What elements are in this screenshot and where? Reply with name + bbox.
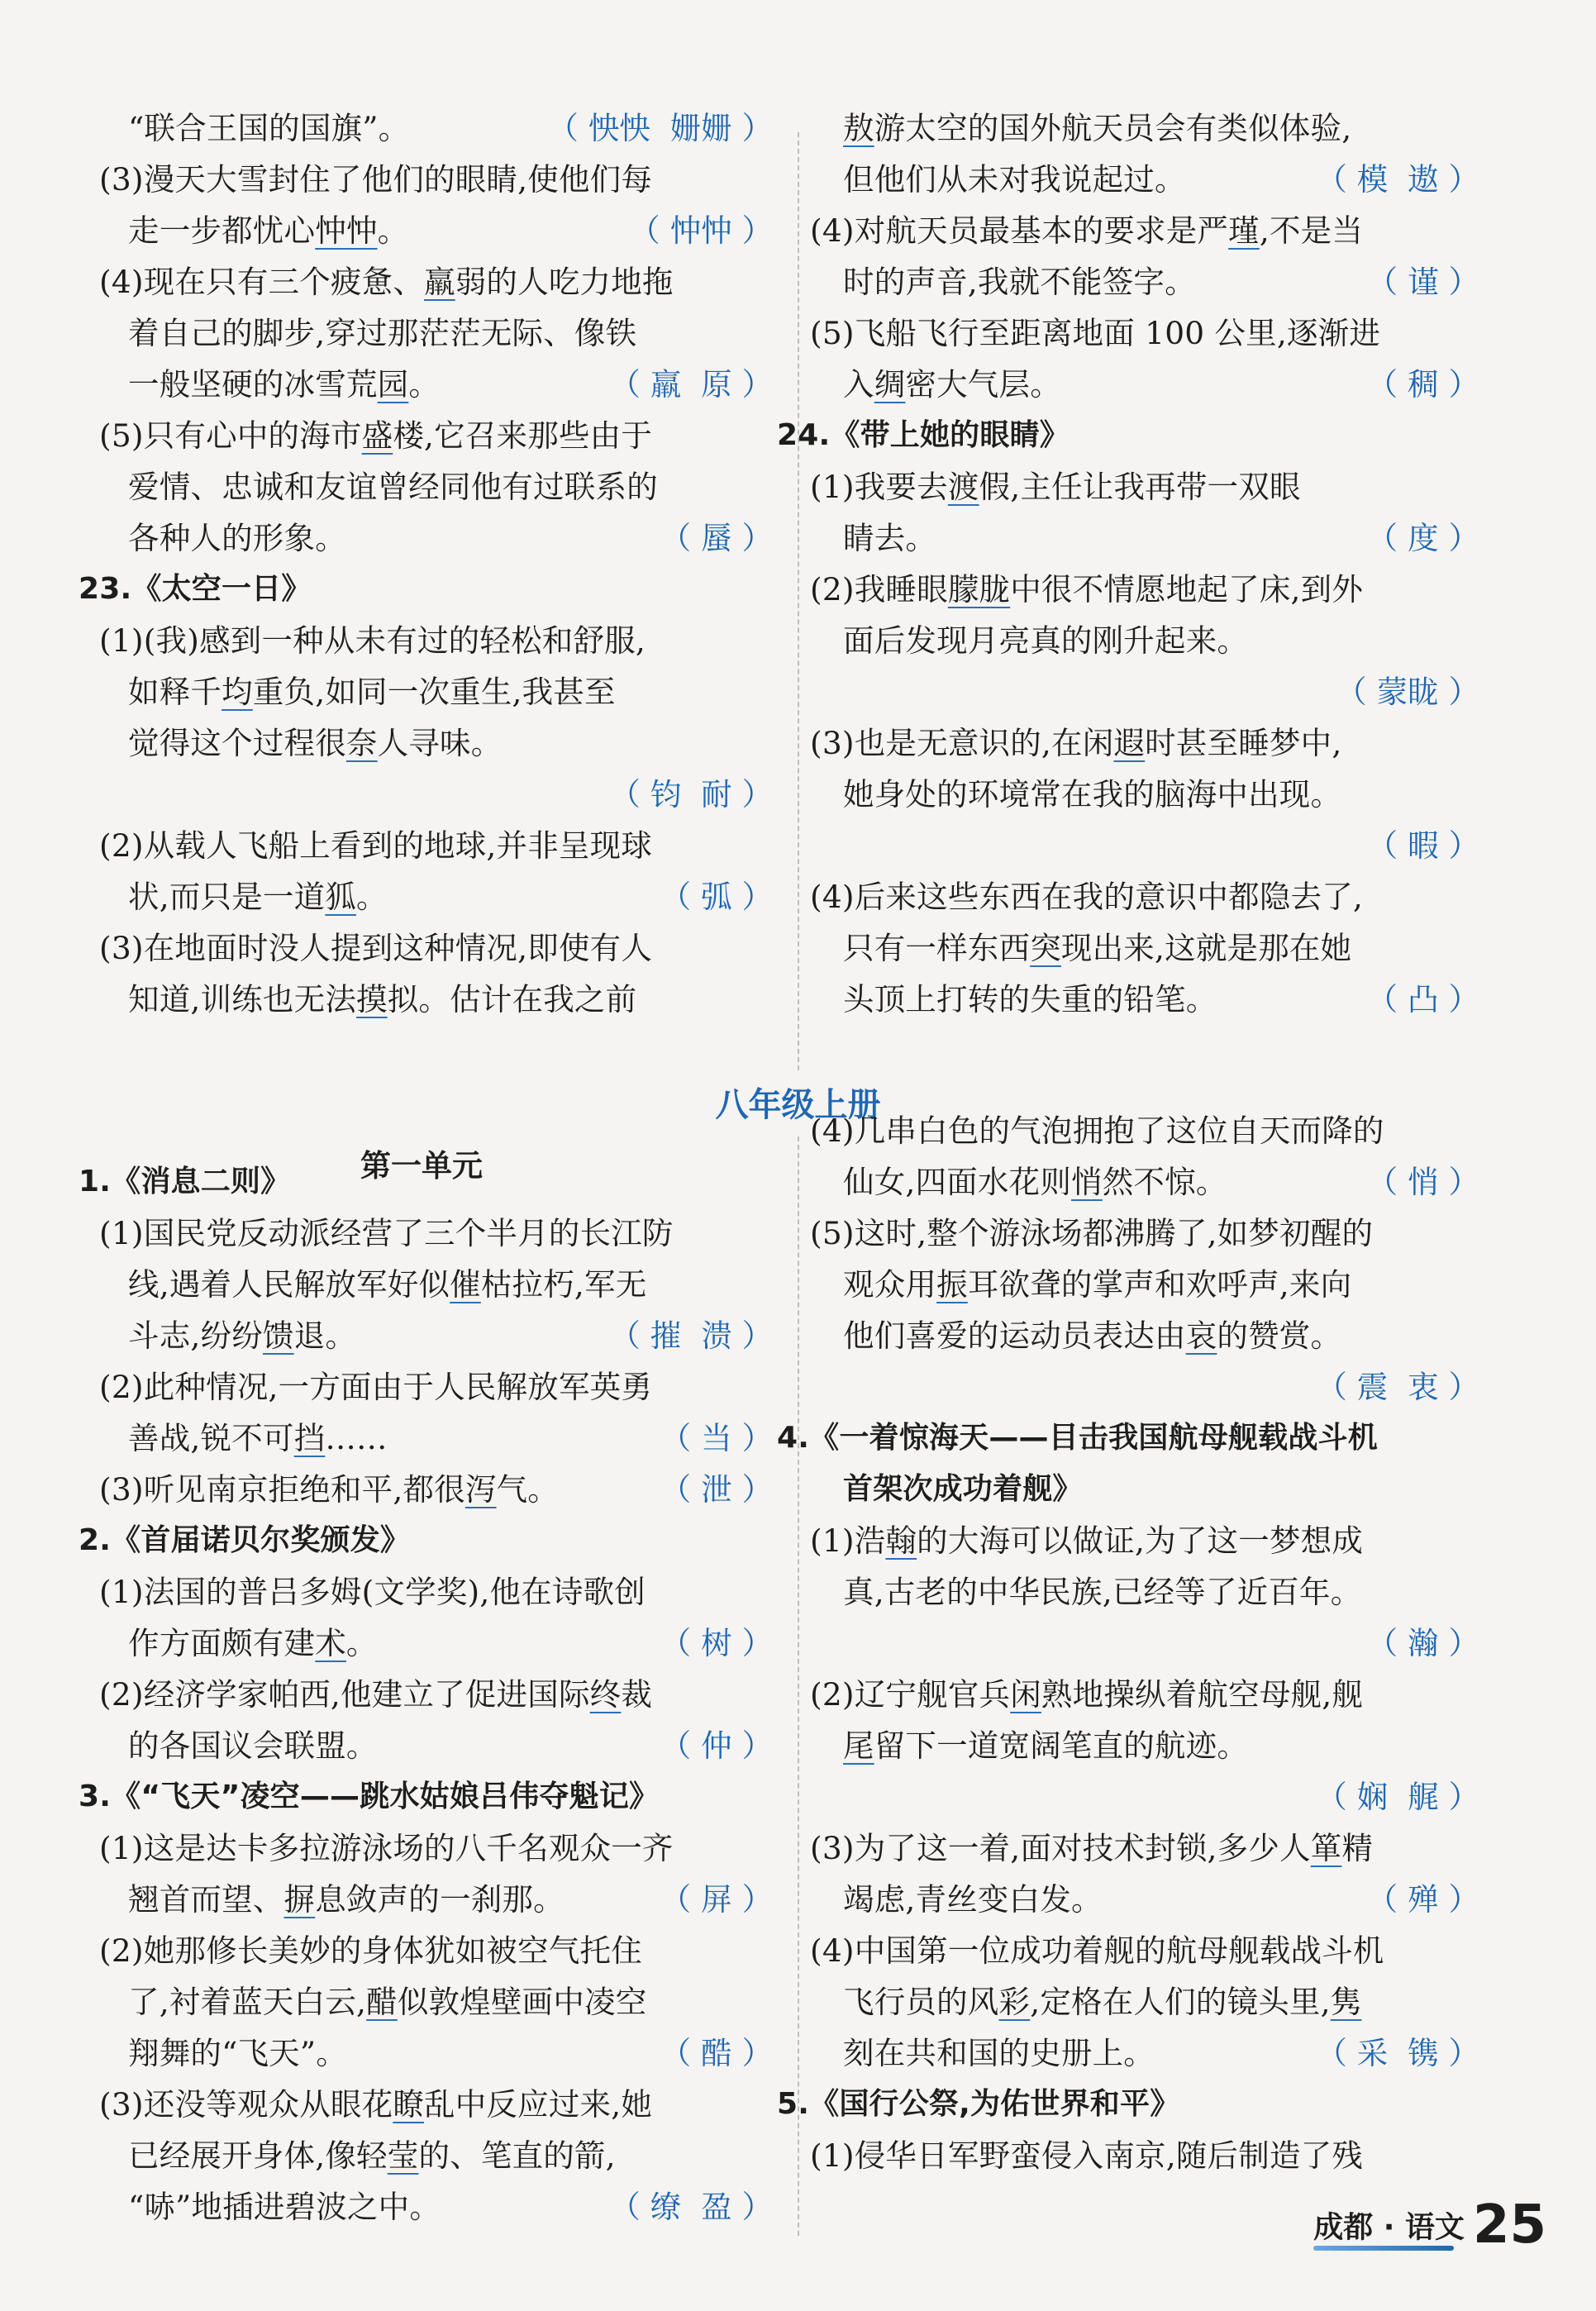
text-line: (4)中国第一位成功着舰的航母舰载战斗机	[810, 1932, 1384, 1969]
text-line: 已经展开身体,像轻莹的、笔直的箭,	[128, 2137, 616, 2174]
text-line: 刻在共和国的史册上。	[843, 2035, 1155, 2071]
text-line: 面后发现月亮真的刚升起来。	[843, 622, 1249, 659]
section-heading: 2.《首届诺贝尔奖颁发》	[79, 1523, 411, 1557]
text-line: (2)此种情况,一方面由于人民解放军英勇	[99, 1369, 653, 1405]
text-line: 头顶上打转的失重的铅笔。	[843, 981, 1217, 1017]
answer-parenthesis: （ 当 ）	[660, 1420, 773, 1456]
text-line: (1)我要去渡假,主任让我再带一双眼	[810, 469, 1301, 505]
answer-parenthesis: （ 树 ）	[660, 1625, 773, 1661]
text-line: 仙女,四面水花则悄然不惊。	[843, 1164, 1227, 1200]
answer-parenthesis: （ 殚 ）	[1366, 1881, 1479, 1918]
text-line: (4)几串白色的气泡拥抱了这位自天而降的	[810, 1113, 1384, 1149]
answer-parenthesis: （ 仲 ）	[660, 1727, 773, 1764]
column-divider-bottom	[798, 1136, 799, 2236]
text-line: 尾留下一道宽阔笔直的航迹。	[843, 1727, 1249, 1764]
answer-parenthesis: （ 度 ）	[1366, 520, 1479, 556]
text-line: 着自己的脚步,穿过那茫茫无际、像铁	[128, 315, 637, 351]
grade-title: 八年级上册	[715, 1086, 881, 1124]
answer-parenthesis: （ 悄 ）	[1366, 1164, 1479, 1200]
text-line: 他们喜爱的运动员表达由哀的赞赏。	[843, 1318, 1342, 1354]
text-line: (5)飞船飞行至距离地面 100 公里,逐渐进	[810, 315, 1381, 351]
answer-parenthesis: （ 弧 ）	[660, 879, 773, 915]
footer-accent-bar	[1313, 2246, 1454, 2251]
section-heading: 5.《国行公祭,为佑世界和平》	[777, 2087, 1180, 2121]
text-line: 爱情、忠诚和友谊曾经同他有过联系的	[128, 469, 658, 505]
answer-parenthesis: （ 忡忡 ）	[629, 212, 773, 249]
text-line: (3)还没等观众从眼花瞭乱中反应过来,她	[99, 2086, 653, 2123]
text-line: 真,古老的中华民族,已经等了近百年。	[843, 1574, 1362, 1610]
text-line: (1)浩翰的大海可以做证,为了这一梦想成	[810, 1522, 1364, 1559]
answer-parenthesis: （ 蜃 ）	[660, 520, 773, 556]
text-line: (5)只有心中的海市盛楼,它召来那些由于	[99, 417, 653, 454]
text-line: (1)国民党反动派经营了三个半月的长江防	[99, 1215, 674, 1251]
answer-parenthesis: （ 模 遨 ）	[1316, 161, 1479, 198]
text-line: (5)这时,整个游泳场都沸腾了,如梦初醒的	[810, 1215, 1374, 1251]
text-line: 了,衬着蓝天白云,醋似敦煌壁画中凌空	[128, 1984, 647, 2020]
text-line: 但他们从未对我说起过。	[843, 161, 1186, 198]
text-line: 善战,锐不可挡……	[128, 1420, 388, 1456]
text-line: “哧”地插进碧波之中。	[128, 2189, 441, 2225]
text-line: 睛去。	[843, 520, 937, 556]
text-line: (3)为了这一着,面对技术封锁,多少人箪精	[810, 1830, 1374, 1866]
answer-parenthesis: （ 娴 艉 ）	[1316, 1779, 1479, 1815]
text-line: 翘首而望、摒息敛声的一刹那。	[128, 1881, 565, 1918]
text-line: 入绸密大气层。	[843, 366, 1061, 403]
column-divider-top	[798, 132, 799, 1070]
text-line: 一般坚硬的冰雪荒园。	[128, 366, 441, 403]
text-line: 她身处的环境常在我的脑海中出现。	[843, 776, 1342, 812]
section-heading: 23.《太空一日》	[79, 572, 312, 606]
section-heading: 1.《消息二则》	[79, 1165, 291, 1198]
text-line: 翔舞的“飞天”。	[128, 2035, 347, 2071]
text-line: (2)从载人飞船上看到的地球,并非呈现球	[99, 827, 653, 864]
text-line: 如释千均重负,如同一次重生,我甚至	[128, 674, 616, 710]
answer-parenthesis: （ 酷 ）	[660, 2035, 773, 2071]
text-line: 作方面颇有建术。	[128, 1625, 378, 1661]
text-line: (2)辽宁舰官兵闲熟地操纵着航空母舰,舰	[810, 1676, 1364, 1713]
text-line: “联合王国的国旗”。	[128, 110, 410, 146]
text-line: (3)也是无意识的,在闲遐时甚至睡梦中,	[810, 725, 1342, 761]
unit-title: 第一单元	[360, 1148, 483, 1184]
answer-parenthesis: （ 蒙眬 ）	[1336, 674, 1479, 710]
answer-parenthesis: （ 稠 ）	[1366, 366, 1479, 403]
text-line: 飞行员的风彩,定格在人们的镜头里,隽	[843, 1984, 1362, 2020]
answer-parenthesis: （ 瀚 ）	[1366, 1625, 1479, 1661]
text-line: 竭虑,青丝变白发。	[843, 1881, 1103, 1918]
text-line: (3)听见南京拒绝和平,都很泻气。	[99, 1471, 559, 1508]
footer-label: 成都 · 语文	[1313, 2210, 1465, 2245]
section-heading: 首架次成功着舰》	[843, 1472, 1083, 1506]
answer-parenthesis: （ 屏 ）	[660, 1881, 773, 1918]
text-line: (1)法国的普吕多姆(文学奖),他在诗歌创	[99, 1574, 646, 1610]
text-line: 敖游太空的国外航天员会有类似体验,	[843, 110, 1352, 146]
text-line: 观众用振耳欲聋的掌声和欢呼声,来向	[843, 1266, 1352, 1303]
answer-parenthesis: （ 钧 耐 ）	[609, 776, 773, 812]
answer-parenthesis: （ 凸 ）	[1366, 981, 1479, 1017]
text-line: 知道,训练也无法摸拟。估计在我之前	[128, 981, 637, 1017]
text-line: 觉得这个过程很奈人寻味。	[128, 725, 503, 761]
section-heading: 4.《一着惊海天——目击我国航母舰载战斗机	[777, 1421, 1378, 1455]
text-line: 的各国议会联盟。	[128, 1727, 378, 1764]
text-line: (2)她那修长美妙的身体犹如被空气托住	[99, 1932, 642, 1969]
text-line: (4)现在只有三个疲惫、羸弱的人吃力地拖	[99, 264, 674, 300]
text-line: (1)(我)感到一种从未有过的轻松和舒服,	[99, 622, 646, 659]
page-number: 25	[1472, 2194, 1546, 2256]
text-line: 线,遇着人民解放军好似催枯拉朽,军无	[128, 1266, 647, 1303]
text-line: 各种人的形象。	[128, 520, 346, 556]
text-line: (4)后来这些东西在我的意识中都隐去了,	[810, 879, 1364, 915]
text-line: 状,而只是一道狐。	[128, 879, 388, 915]
text-line: (3)漫天大雪封住了他们的眼睛,使他们每	[99, 161, 653, 198]
text-line: 斗志,纷纷馈退。	[128, 1318, 357, 1354]
page-footer	[1313, 2194, 1546, 2256]
section-heading: 24.《带上她的眼睛》	[777, 418, 1070, 452]
answer-parenthesis: （ 羸 原 ）	[609, 366, 773, 403]
answer-parenthesis: （ 谨 ）	[1366, 264, 1479, 300]
text-line: (4)对航天员最基本的要求是严瑾,不是当	[810, 212, 1364, 249]
answer-parenthesis: （ 怏怏 姗姗 ）	[547, 110, 773, 146]
answer-parenthesis: （ 摧 溃 ）	[609, 1318, 773, 1354]
text-line: (3)在地面时没人提到这种情况,即使有人	[99, 930, 653, 966]
text-line: 走一步都忧心忡忡。	[128, 212, 409, 249]
text-line: (2)经济学家帕西,他建立了促进国际终裁	[99, 1676, 653, 1713]
text-line: (1)这是达卡多拉游泳场的八千名观众一齐	[99, 1830, 674, 1866]
answer-parenthesis: （ 暇 ）	[1366, 827, 1479, 864]
section-heading: 3.《“飞天”凌空——跳水姑娘吕伟夺魁记》	[79, 1780, 660, 1813]
answer-parenthesis: （ 泄 ）	[660, 1471, 773, 1508]
text-line: 只有一样东西突现出来,这就是那在她	[843, 930, 1352, 966]
answer-parenthesis: （ 震 衷 ）	[1316, 1369, 1479, 1405]
text-line: (2)我睡眼朦胧中很不情愿地起了床,到外	[810, 571, 1364, 608]
text-line: 时的声音,我就不能签字。	[843, 264, 1196, 300]
answer-parenthesis: （ 采 镌 ）	[1316, 2035, 1479, 2071]
answer-parenthesis: （ 缭 盈 ）	[609, 2189, 773, 2225]
text-line: (1)侵华日军野蛮侵入南京,随后制造了残	[810, 2137, 1364, 2174]
